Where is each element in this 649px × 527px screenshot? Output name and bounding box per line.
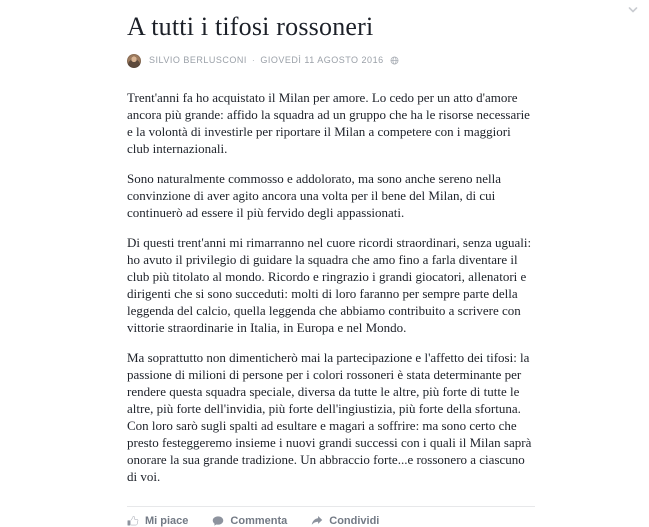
paragraph-1: Trent'anni fa ho acquistato il Milan per amore. Lo cedo per un atto d'amore ancora più grande: affido la squadra ad un gruppo che ha le risorse necessarie e la volontà di investirle per riportare il Milan a competere con i maggiori club internazionali. xyxy=(127,90,530,156)
byline-text xyxy=(149,55,399,66)
share-button[interactable] xyxy=(311,515,379,527)
chevron-down-icon[interactable] xyxy=(626,3,640,17)
paragraph-2: Sono naturalmente commosso e addolorato, ma sono anche sereno nella convinzione di aver agito ancora una volta per il bene del Milan, di cui continuerò ad essere il più fervido degli appassionati. xyxy=(127,171,502,220)
article-body xyxy=(127,89,535,485)
comment-bubble-icon xyxy=(212,515,224,527)
share-label: Condividi xyxy=(329,515,380,527)
comment-button[interactable] xyxy=(212,515,287,527)
action-bar xyxy=(127,507,535,527)
author-link[interactable]: SILVIO BERLUSCONI xyxy=(149,55,247,65)
paragraph-3: Di questi trent'anni mi rimarranno nel cuore ricordi straordinari, senza uguali: ho avuto il privilegio di guidare la squadra che amo fino a farla diventare il club più titolato al mondo. Ricordo e ringrazio i grandi giocatori, allenatori e dirigenti che si sono succeduti: molti di loro faranno per sempre parte della leggenda del calcio, quella leggenda che abbiamo contribuito a scrivere con vittorie straordinarie in Italia, in Europa e nel Mondo. xyxy=(127,235,532,335)
share-arrow-icon xyxy=(311,515,323,527)
comment-label: Commenta xyxy=(230,515,288,527)
globe-icon xyxy=(390,56,399,65)
article-container xyxy=(127,12,535,527)
like-label: Mi piace xyxy=(145,515,189,527)
post-date: GIOVEDÌ 11 AGOSTO 2016 xyxy=(260,55,384,65)
byline-separator: · xyxy=(251,55,256,65)
thumbs-up-icon xyxy=(127,515,139,527)
page-title: A tutti i tifosi rossoneri xyxy=(127,12,374,41)
avatar[interactable] xyxy=(127,54,141,68)
paragraph-4: Ma soprattutto non dimenticherò mai la partecipazione e l'affetto dei tifosi: la passione di milioni di persone per i colori rossoneri è stata determinante per rendere questa squadra speciale, diversa da tutte le altre, più forte di tutte le altre, più forte dell'invidia, più forte dell'ingiustizia, più forte della sfortuna. Con loro sarò sugli spalti ad esultare e magari a soffrire: ma sono certo che presto festeggeremo insieme i nuovi grandi successi con i quali il Milan saprà onorare la sua grande tradizione. Un abbraccio forte...e rossonero a ciascuno di voi. xyxy=(127,350,532,484)
like-button[interactable] xyxy=(127,515,188,527)
byline xyxy=(127,53,535,68)
